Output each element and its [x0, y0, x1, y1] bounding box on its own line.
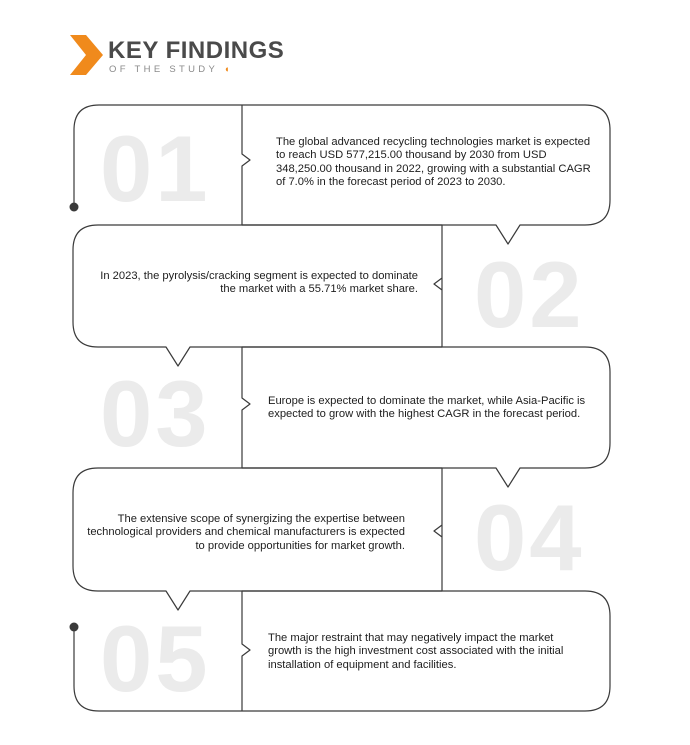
- finding-number-02: 02: [474, 242, 585, 347]
- end-dot: [70, 623, 79, 632]
- finding-text-01: The global advanced recycling technologies market is expected to reach USD 577,215.00 thousand by 2030 from USD 348,250.00 thousand in 2022, growing with a substantial CAGR of 7.0% in the forecast period of 2023 to 2030.: [276, 136, 591, 189]
- finding-number-05: 05: [100, 606, 211, 711]
- page-subtitle: [109, 64, 230, 75]
- finding-number-03: 03: [100, 361, 211, 466]
- start-dot: [70, 203, 79, 212]
- page-subtitle-text: OF THE STUDY: [109, 64, 218, 75]
- finding-text-04: The extensive scope of synergizing the expertise between technological providers and chemical manufacturers is expected to provide opportunities for market growth.: [87, 513, 405, 552]
- page-title: KEY FINDINGS: [108, 37, 285, 64]
- finding-text-05: The major restraint that may negatively impact the market growth is the high investment cost associated with the initial installation of equipment and facilities.: [268, 632, 564, 671]
- finding-number-01: 01: [100, 116, 211, 221]
- chevron-right-icon: [70, 35, 103, 75]
- finding-text-02: In 2023, the pyrolysis/cracking segment is expected to dominate the market with a 55.71% market share.: [100, 270, 418, 296]
- finding-text-03: Europe is expected to dominate the market, while Asia-Pacific is expected to grow with the highest CAGR in the forecast period.: [268, 395, 586, 421]
- accent-dot-icon: ◖: [223, 64, 230, 75]
- finding-number-04: 04: [474, 485, 585, 590]
